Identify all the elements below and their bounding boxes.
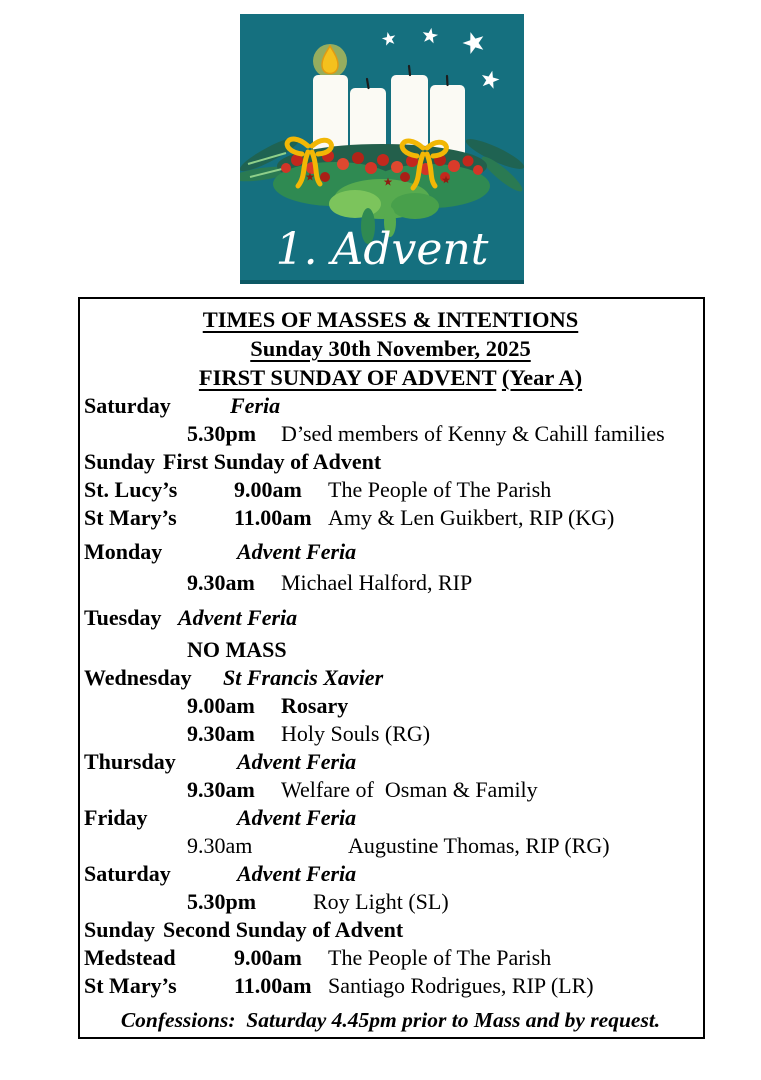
day-label: Monday <box>84 539 163 564</box>
advent-caption: 1. Advent <box>275 224 489 275</box>
mass-time: 9.00am <box>234 477 302 502</box>
mass-row <box>84 916 697 944</box>
feast-label: Advent Feria <box>237 861 357 886</box>
advent-image <box>240 14 524 284</box>
mass-intention: Amy & Len Guikbert, RIP (KG) <box>328 505 615 530</box>
day-label: Friday <box>84 805 148 830</box>
mass-time: 9.00am <box>234 945 302 970</box>
feast-label: Advent Feria <box>237 539 357 564</box>
mass-row <box>84 569 697 597</box>
day-label: St Mary’s <box>84 973 177 998</box>
feast-title: FIRST SUNDAY OF ADVENT <box>198 365 497 390</box>
mass-intention: The People of The Parish <box>328 477 552 502</box>
feast-label: St Francis Xavier <box>223 665 384 690</box>
day-label: Tuesday <box>84 605 162 630</box>
page-title: TIMES OF MASSES & INTENTIONS <box>202 307 579 332</box>
day-label: Saturday <box>84 393 171 418</box>
mass-intention: Welfare of Osman & Family <box>281 777 538 802</box>
mass-row <box>84 692 697 720</box>
mass-row <box>84 636 697 664</box>
mass-row <box>84 748 697 776</box>
mass-row <box>84 448 697 476</box>
mass-intention: D’sed members of Kenny & Cahill families <box>281 421 665 446</box>
feast-label: Feria <box>230 393 281 418</box>
mass-time: 11.00am <box>234 973 312 998</box>
mass-time: 11.00am <box>234 505 312 530</box>
day-label: Saturday <box>84 861 171 886</box>
mass-row <box>84 804 697 832</box>
bulletin-date: Sunday 30th November, 2025 <box>250 336 531 361</box>
mass-time: 9.00am <box>187 693 255 718</box>
day-label: Medstead <box>84 945 176 970</box>
day-label: St. Lucy’s <box>84 477 178 502</box>
mass-row <box>84 392 697 420</box>
mass-intention: Augustine Thomas, RIP (RG) <box>348 833 610 858</box>
mass-intention: Michael Halford, RIP <box>281 570 473 595</box>
mass-intention: Holy Souls (RG) <box>281 721 431 746</box>
no-mass-notice: NO MASS <box>187 637 287 662</box>
mass-row <box>84 538 697 566</box>
header-title-line <box>84 305 697 334</box>
masses-box <box>78 297 705 1039</box>
confessions-note: Confessions: Saturday 4.45pm prior to Mass and by request. <box>120 1008 661 1032</box>
mass-time: 9.30am <box>187 721 255 746</box>
mass-row <box>84 860 697 888</box>
image-bottom-edge <box>240 280 524 284</box>
mass-row <box>84 944 697 972</box>
mass-row <box>84 476 697 504</box>
mass-intention: Rosary <box>281 693 349 718</box>
mass-row <box>84 504 697 532</box>
mass-row <box>84 888 697 916</box>
mass-row <box>84 832 697 860</box>
day-label: Thursday <box>84 749 176 774</box>
mass-intention: Santiago Rodrigues, RIP (LR) <box>328 973 594 998</box>
mass-row <box>84 420 697 448</box>
mass-row <box>84 720 697 748</box>
mass-row <box>84 664 697 692</box>
mass-intention: The People of The Parish <box>328 945 552 970</box>
header-date-line <box>84 334 697 363</box>
feast-label: Advent Feria <box>178 605 298 630</box>
mass-row <box>84 604 697 632</box>
mass-time: 9.30am <box>187 570 255 595</box>
day-label: St Mary’s <box>84 505 177 530</box>
mass-row <box>84 776 697 804</box>
mass-row <box>84 972 697 1000</box>
header-feast-line <box>84 363 697 392</box>
feast-label: Second Sunday of Advent <box>163 917 404 942</box>
day-label: Sunday <box>84 449 155 474</box>
feast-label: Advent Feria <box>237 805 357 830</box>
feast-year: (Year A) <box>501 365 583 390</box>
mass-intention: Roy Light (SL) <box>313 889 449 914</box>
day-label: Wednesday <box>84 665 192 690</box>
mass-time: 5.30pm <box>187 421 257 446</box>
feast-label: Advent Feria <box>237 749 357 774</box>
feast-label: First Sunday of Advent <box>163 449 382 474</box>
mass-time: 9.30am <box>187 833 253 858</box>
mass-time: 5.30pm <box>187 889 257 914</box>
mass-time: 9.30am <box>187 777 255 802</box>
day-label: Sunday <box>84 917 155 942</box>
